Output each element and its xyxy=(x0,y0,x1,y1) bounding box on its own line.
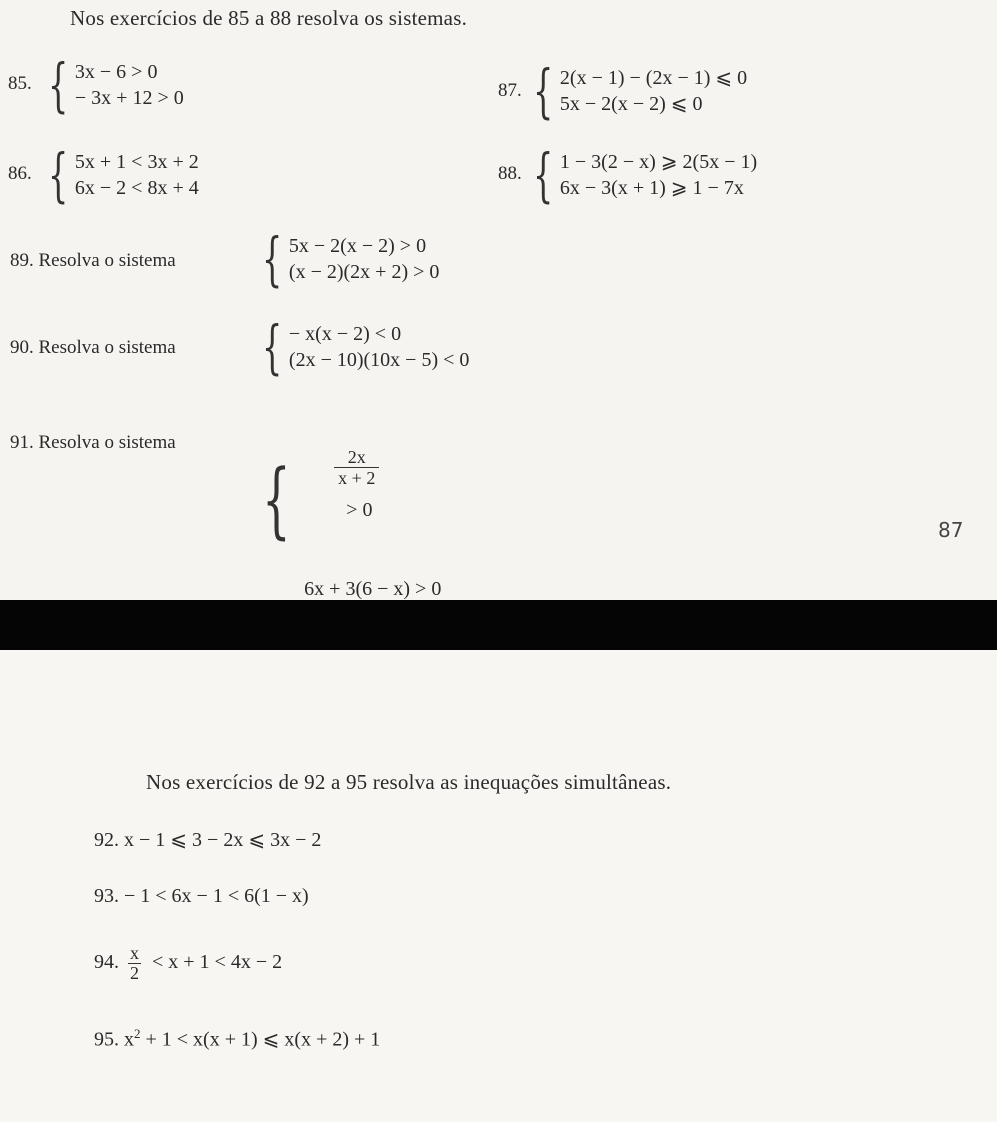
instruction-92-95: Nos exercícios de 92 a 95 resolva as inequações simultâneas. xyxy=(146,770,672,794)
left-brace: { xyxy=(262,453,291,548)
system-88-line-2: 6x − 3(x + 1) ⩾ 1 − 7x xyxy=(559,177,744,199)
exercise-93-expression: − 1 < 6x − 1 < 6(1 − x) xyxy=(124,885,309,907)
system-88 xyxy=(533,141,758,209)
exercise-number-94: 94. xyxy=(94,951,119,974)
system-85-line-2: − 3x + 12 > 0 xyxy=(74,87,184,109)
instruction-85-88: Nos exercícios de 85 a 88 resolva os sistemas. xyxy=(70,6,468,30)
fraction-numerator: x xyxy=(130,943,139,963)
left-brace: { xyxy=(48,141,69,209)
left-brace: { xyxy=(262,225,283,293)
system-89-line-1: 5x − 2(x − 2) > 0 xyxy=(288,235,427,257)
problem-90-label: 90. Resolva o sistema xyxy=(10,337,176,358)
problem-89-label: 89. Resolva o sistema xyxy=(10,250,176,271)
system-85-line-1: 3x − 6 > 0 xyxy=(74,61,158,83)
exercise-number-88: 88. xyxy=(498,163,522,184)
exercise-95-expression: + 1 < x(x + 1) ⩽ x(x + 2) + 1 xyxy=(145,1028,381,1051)
system-86-line-2: 6x − 2 < 8x + 4 xyxy=(74,177,199,199)
fraction xyxy=(128,944,141,983)
system-89 xyxy=(262,225,440,293)
system-87-line-2: 5x − 2(x − 2) ⩽ 0 xyxy=(559,93,703,115)
exercise-93 xyxy=(94,885,309,908)
page-gap-band xyxy=(0,600,997,650)
system-88-line-1: 1 − 3(2 − x) ⩾ 2(5x − 1) xyxy=(559,151,758,173)
page-number: 87 xyxy=(938,518,964,542)
exercise-95-exponent: 2 xyxy=(134,1026,141,1041)
left-brace: { xyxy=(48,51,69,119)
system-90-line-1: − x(x − 2) < 0 xyxy=(288,323,402,345)
fraction xyxy=(334,447,379,488)
exercise-number-92: 92. xyxy=(94,829,119,851)
system-86-line-1: 5x + 1 < 3x + 2 xyxy=(74,151,199,173)
exercise-number-95: 95. xyxy=(94,1028,119,1051)
exercise-95 xyxy=(94,1026,380,1052)
left-brace: { xyxy=(262,313,283,381)
system-91-line-1 xyxy=(304,400,441,576)
exercise-number-93: 93. xyxy=(94,885,119,907)
system-87 xyxy=(533,57,748,125)
system-90 xyxy=(262,313,470,381)
exercise-number-85: 85. xyxy=(8,73,32,94)
left-brace: { xyxy=(533,57,554,125)
fraction-denominator: 2 xyxy=(130,963,139,983)
fraction-relation: > 0 xyxy=(346,499,373,521)
exercise-92-expression: x − 1 ⩽ 3 − 2x ⩽ 3x − 2 xyxy=(124,829,322,851)
exercise-number-87: 87. xyxy=(498,80,522,101)
system-91 xyxy=(262,400,441,602)
exercise-number-86: 86. xyxy=(8,163,32,184)
left-brace: { xyxy=(533,141,554,209)
exercise-94-expression: < x + 1 < 4x − 2 xyxy=(152,951,283,974)
system-91-line-2: 6x + 3(6 − x) > 0 xyxy=(304,578,442,600)
system-85 xyxy=(48,51,184,119)
system-89-line-2: (x − 2)(2x + 2) > 0 xyxy=(288,261,440,283)
exercise-92 xyxy=(94,827,321,852)
fraction-denominator: x + 2 xyxy=(334,467,379,488)
fraction-numerator: 2x xyxy=(347,446,366,467)
system-90-line-2: (2x − 10)(10x − 5) < 0 xyxy=(288,349,470,371)
exercise-94 xyxy=(94,944,282,983)
system-87-line-1: 2(x − 1) − (2x − 1) ⩽ 0 xyxy=(559,67,748,89)
problem-91-label: 91. Resolva o sistema xyxy=(10,432,176,453)
exercise-95-base: x xyxy=(124,1028,134,1051)
system-86 xyxy=(48,141,199,209)
